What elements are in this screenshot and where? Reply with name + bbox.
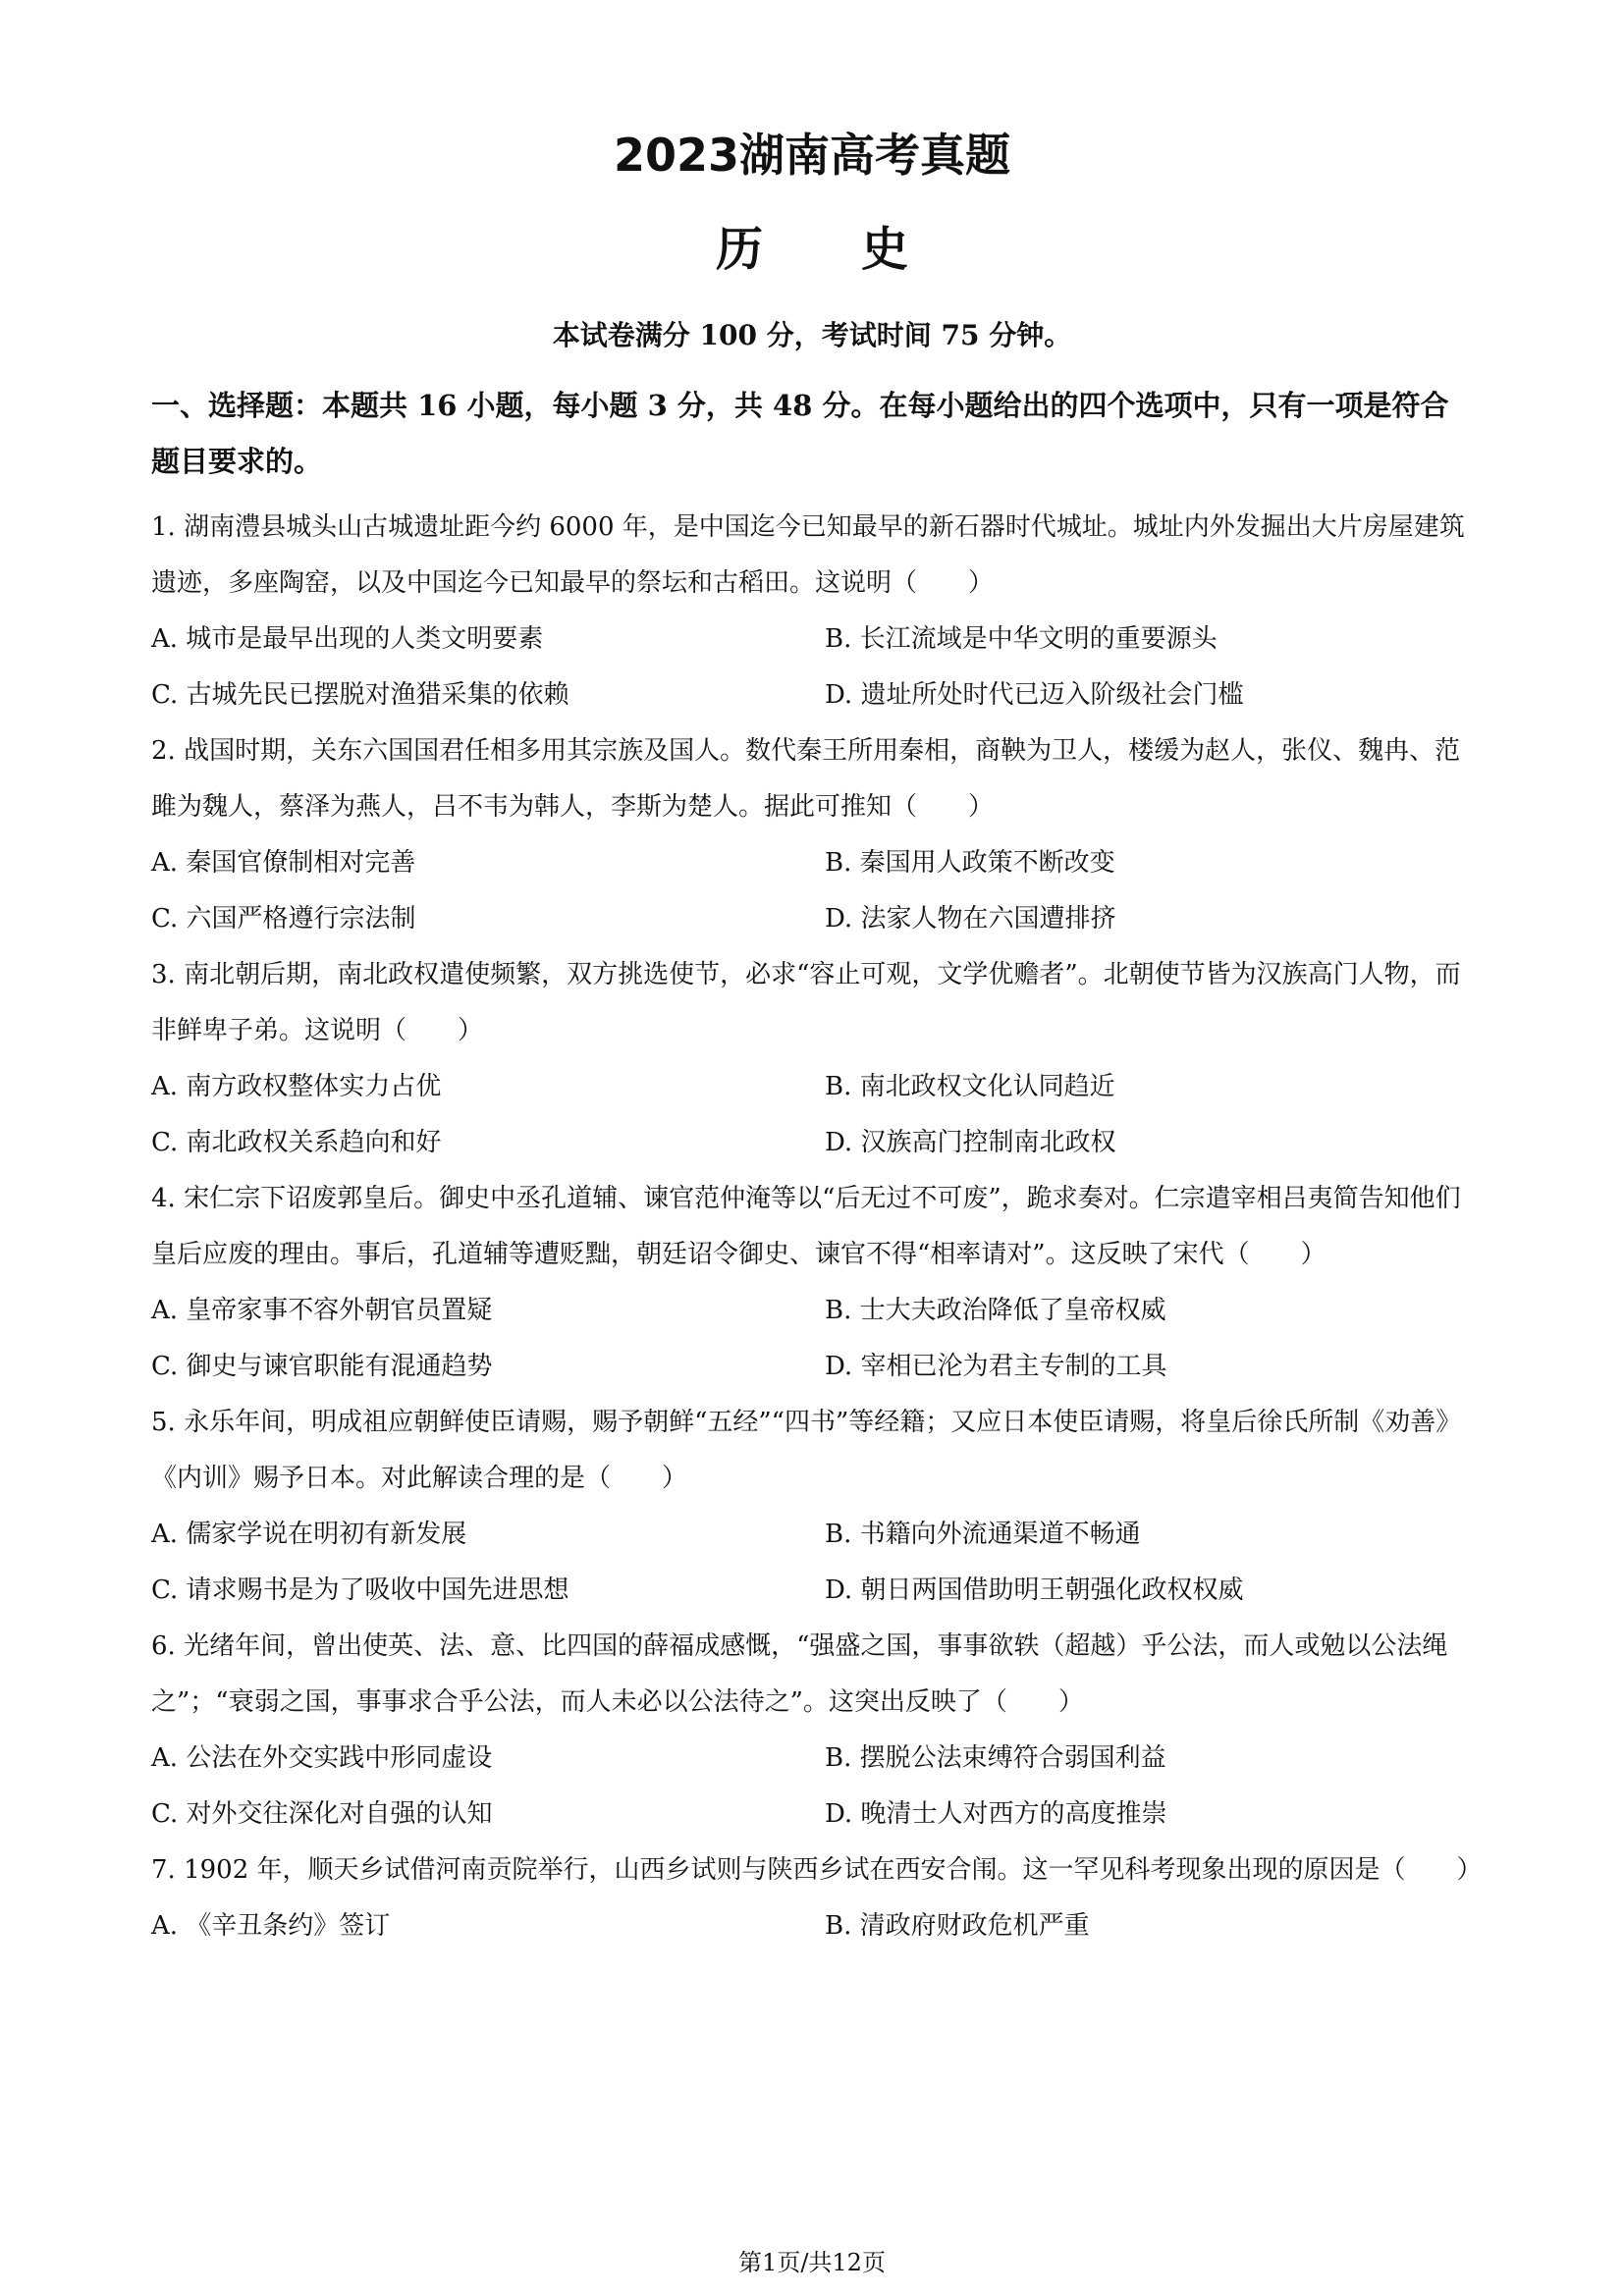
question-stem: 6. 光绪年间，曾出使英、法、意、比四国的薛福成感慨，“强盛之国，事事欲轶（超越）乎公法，而人或勉以公法绳之”；“衰弱之国，事事求合乎公法，而人未必以公法待之”。这突出反映了（ ） <box>151 1631 1448 1717</box>
question-7 <box>151 1842 1483 1954</box>
question-5 <box>151 1395 1477 1619</box>
option-a: A. 城市是最早出现的人类文明要素 <box>151 624 544 654</box>
question-stem: 2. 战国时期，关东六国国君任相多用其宗族及国人。数代秦王所用秦相，商鞅为卫人，楼缓为赵人，张仪、魏冉、范雎为魏人，蔡泽为燕人，吕不韦为韩人，李斯为楚人。据此可推知（ ） <box>151 736 1461 822</box>
subject-title: 历史 <box>715 222 1006 277</box>
option-a: A. 秦国官僚制相对完善 <box>151 848 416 878</box>
option-row <box>151 1731 1477 1787</box>
option-a: A. 皇帝家事不容外朝官员置疑 <box>151 1296 493 1325</box>
question-stem: 5. 永乐年间，明成祖应朝鲜使臣请赐，赐予朝鲜“五经”“四书”等经籍；又应日本使臣请赐，将皇后徐氏所制《劝善》《内训》赐予日本。对此解读合理的是（ ） <box>151 1408 1462 1493</box>
option-d: D. 汉族高门控制南北政权 <box>825 1128 1116 1157</box>
question-stem: 4. 宋仁宗下诏废郭皇后。御史中丞孔道辅、谏官范仲淹等以“后无过不可废”，跪求奏对。仁宗遣宰相吕夷简告知他们皇后应废的理由。事后，孔道辅等遭贬黜，朝廷诏令御史、谏官不得“相率请对”。这反映了宋代（ ） <box>151 1184 1461 1269</box>
option-row <box>151 1898 1477 1954</box>
option-b: B. 清政府财政危机严重 <box>825 1911 1090 1941</box>
option-b: B. 南北政权文化认同趋近 <box>825 1072 1115 1101</box>
question-stem: 1. 湖南澧县城头山古城遗址距今约 6000 年，是中国迄今已知最早的新石器时代城址。城址内外发掘出大片房屋建筑遗迹，多座陶窑，以及中国迄今已知最早的祭坛和古稻田。这说明（ ） <box>151 512 1465 598</box>
option-row <box>151 612 1477 667</box>
question-stem: 3. 南北朝后期，南北政权遣使频繁，双方挑选使节，必求“容止可观，文学优赡者”。北朝使节皆为汉族高门人物，而非鲜卑子弟。这说明（ ） <box>151 960 1461 1045</box>
option-d: D. 朝日两国借助明王朝强化政权权威 <box>825 1575 1244 1605</box>
option-d: D. 法家人物在六国遭排挤 <box>825 904 1116 934</box>
option-row <box>151 835 1477 891</box>
option-b: B. 摆脱公法束缚符合弱国利益 <box>825 1743 1166 1773</box>
option-b: B. 士大夫政治降低了皇帝权威 <box>825 1296 1166 1325</box>
question-stem: 7. 1902 年，顺天乡试借河南贡院举行，山西乡试则与陕西乡试在西安合闱。这一罕见科考现象出现的原因是（ ） <box>151 1855 1483 1885</box>
option-c: C. 古城先民已摆脱对渔猎采集的依赖 <box>151 680 569 710</box>
document-title: 2023湖南高考真题 <box>613 129 1011 182</box>
option-a: A. 公法在外交实践中形同虚设 <box>151 1743 493 1773</box>
option-row <box>151 1563 1477 1619</box>
option-a: A. 儒家学说在明初有新发展 <box>151 1520 467 1549</box>
option-row <box>151 1339 1477 1395</box>
question-2 <box>151 723 1477 947</box>
option-c: C. 南北政权关系趋向和好 <box>151 1128 442 1157</box>
option-c: C. 六国严格遵行宗法制 <box>151 904 416 934</box>
option-a: A. 《辛丑条约》签订 <box>151 1911 391 1941</box>
option-row <box>151 1787 1477 1842</box>
option-row <box>151 667 1477 723</box>
option-b: B. 秦国用人政策不断改变 <box>825 848 1115 878</box>
question-list <box>151 500 1483 1954</box>
option-row <box>151 891 1477 947</box>
option-row <box>151 1283 1477 1339</box>
option-row <box>151 1507 1477 1563</box>
question-1 <box>151 500 1477 723</box>
option-d: D. 晚清士人对西方的高度推崇 <box>825 1799 1167 1829</box>
option-row <box>151 1059 1477 1115</box>
option-d: D. 遗址所处时代已迈入阶级社会门槛 <box>825 680 1244 710</box>
option-d: D. 宰相已沦为君主专制的工具 <box>825 1352 1167 1381</box>
exam-info: 本试卷满分 100 分，考试时间 75 分钟。 <box>552 319 1072 351</box>
option-row <box>151 1115 1477 1171</box>
option-b: B. 书籍向外流通渠道不畅通 <box>825 1520 1141 1549</box>
option-c: C. 请求赐书是为了吸收中国先进思想 <box>151 1575 569 1605</box>
page-number: 第1页/共12页 <box>738 2249 886 2276</box>
option-c: C. 御史与谏官职能有混通趋势 <box>151 1352 493 1381</box>
option-b: B. 长江流域是中华文明的重要源头 <box>825 624 1218 654</box>
option-c: C. 对外交往深化对自强的认知 <box>151 1799 493 1829</box>
question-3 <box>151 947 1477 1171</box>
question-6 <box>151 1619 1477 1842</box>
option-a: A. 南方政权整体实力占优 <box>151 1072 442 1101</box>
question-4 <box>151 1171 1477 1395</box>
section-heading: 一、选择题：本题共 16 小题，每小题 3 分，共 48 分。在每小题给出的四个选项中，只有一项是符合题目要求的。 <box>151 389 1449 478</box>
